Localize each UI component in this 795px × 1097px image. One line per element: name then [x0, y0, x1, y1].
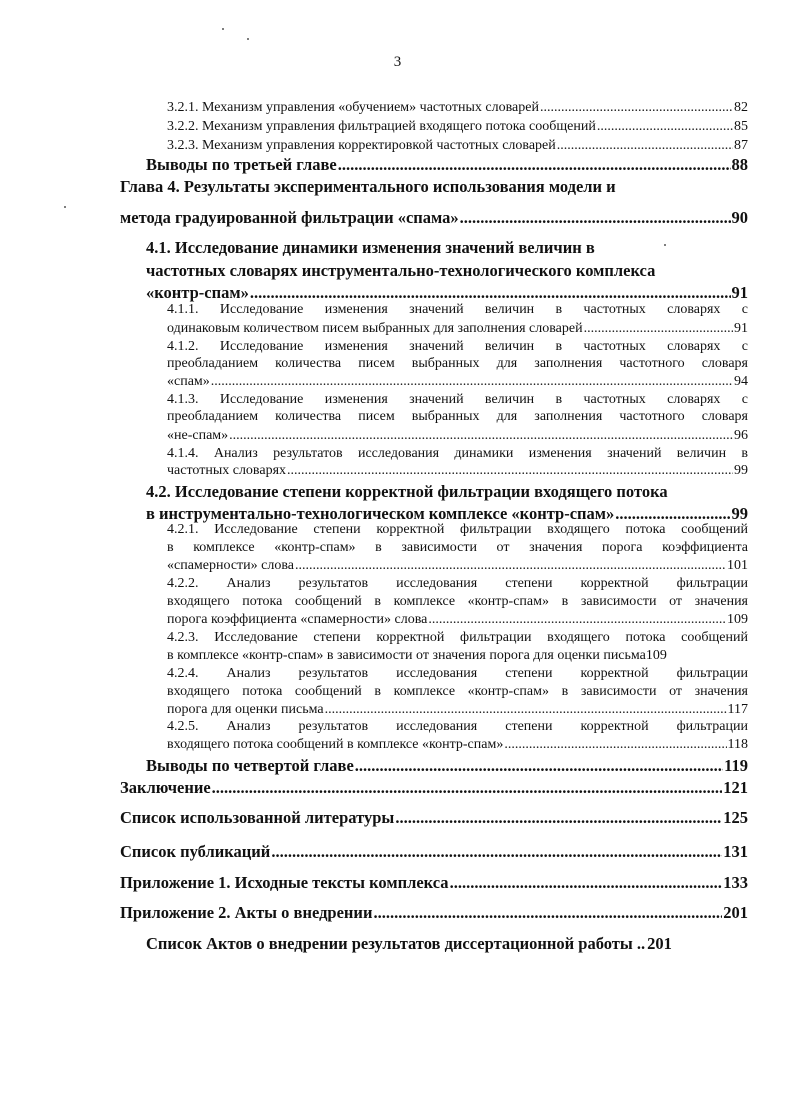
toc-conclusions-chapter-4[interactable]: Выводы по четвертой главе ..... 119 — [146, 756, 748, 776]
toc-entry-4-2-1[interactable]: «спамерности» слова ..... 101 — [167, 558, 748, 574]
toc-entry-4-1-2[interactable]: «спам» ..... 94 — [167, 374, 748, 390]
toc-section-4-1-line2: частотных словарях инструментально-технологического комплекса — [146, 261, 656, 280]
scan-speck — [222, 28, 224, 30]
toc-entry-4-2-2-line1: 4.2.2. Анализ результатов исследования степени корректной фильтрации — [167, 576, 748, 591]
toc-entry-3-2-1[interactable]: 3.2.1. Механизм управления «обучением» частотных словарей ..... 82 — [167, 100, 748, 116]
toc-entry-4-2-2-line2: входящего потока сообщений в комплексе «контр-спам» в зависимости от значения — [167, 594, 748, 609]
toc-entry-4-2-5-line1: 4.2.5. Анализ результатов исследования степени корректной фильтрации — [167, 719, 748, 734]
toc-chapter-4[interactable]: метода градуированной фильтрации «спама» ..... 90 — [120, 208, 748, 228]
toc-entry-4-2-4-line1: 4.2.4. Анализ результатов исследования степени корректной фильтрации — [167, 666, 748, 681]
toc-entry-4-2-4[interactable]: порога для оценки письма ..... 117 — [167, 702, 748, 718]
toc-entry-4-1-3-line1: 4.1.3. Исследование изменения значений величин в частотных словарях с — [167, 392, 748, 407]
toc-conclusions-chapter-3[interactable]: Выводы по третьей главе ..... 88 — [146, 155, 748, 175]
toc-entry-4-2-3-line1: 4.2.3. Исследование степени корректной фильтрации входящего потока сообщений — [167, 630, 748, 645]
toc-section-4-1-line1: 4.1. Исследование динамики изменения значений величин в — [146, 238, 595, 257]
scan-speck — [64, 206, 66, 208]
toc-appendix-1[interactable]: Приложение 1. Исходные тексты комплекса ..... 133 — [120, 873, 748, 893]
toc-entry-4-2-1-line2: в комплексе «контр-спам» в зависимости от значения порога коэффициента — [167, 540, 748, 555]
page-number: 3 — [393, 54, 402, 70]
toc-entry-4-2-1-line1: 4.2.1. Исследование степени корректной фильтрации входящего потока сообщений — [167, 522, 748, 537]
scan-speck — [247, 38, 249, 40]
toc-conclusion[interactable]: Заключение ..... 121 — [120, 778, 748, 798]
toc-entry-4-2-5[interactable]: входящего потока сообщений в комплексе «контр-спам» ..... 118 — [167, 737, 748, 753]
toc-references[interactable]: Список использованной литературы ..... 125 — [120, 808, 748, 828]
toc-section-4-2-line1: 4.2. Исследование степени корректной фильтрации входящего потока — [146, 482, 668, 501]
toc-entry-4-1-1[interactable]: одинаковым количеством писем выбранных для заполнения словарей ..... 91 — [167, 321, 748, 337]
toc-chapter-4-title-line1: Глава 4. Результаты экспериментального использования модели и — [120, 177, 616, 196]
toc-entry-4-2-4-line2: входящего потока сообщений в комплексе «контр-спам» в зависимости от значения — [167, 684, 748, 699]
scan-speck — [664, 244, 666, 246]
toc-publications[interactable]: Список публикаций ..... 131 — [120, 842, 748, 862]
toc-acts-list[interactable]: Список Актов о внедрении результатов диссертационной работы .. 201 — [146, 934, 672, 953]
toc-section-4-2[interactable]: в инструментально-технологическом комплексе «контр-спам» ..... 99 — [146, 504, 748, 524]
toc-section-4-1[interactable]: «контр-спам» ..... 91 — [146, 283, 748, 303]
toc-entry-4-1-1-line1: 4.1.1. Исследование изменения значений величин в частотных словарях с — [167, 302, 748, 317]
toc-entry-4-2-2[interactable]: порога коэффициента «спамерности» слова ..... 109 — [167, 612, 748, 628]
toc-entry-4-2-3[interactable]: в комплексе «контр-спам» в зависимости от значения порога для оценки письма 109 — [167, 648, 667, 663]
toc-entry-4-1-2-line1: 4.1.2. Исследование изменения значений величин в частотных словарях с — [167, 339, 748, 354]
toc-entry-4-1-2-line2: преобладанием количества писем выбранных для заполнения частотного словаря — [167, 356, 748, 371]
toc-entry-4-1-4-line1: 4.1.4. Анализ результатов исследования динамики изменения значений величин в — [167, 446, 748, 461]
toc-entry-4-1-4[interactable]: частотных словарях ..... 99 — [167, 463, 748, 479]
toc-entry-3-2-3[interactable]: 3.2.3. Механизм управления корректировкой частотных словарей ..... 87 — [167, 138, 748, 154]
toc-entry-4-1-3[interactable]: «не-спам» ..... 96 — [167, 428, 748, 444]
toc-entry-3-2-2[interactable]: 3.2.2. Механизм управления фильтрацией входящего потока сообщений ..... 85 — [167, 119, 748, 135]
toc-entry-4-1-3-line2: преобладанием количества писем выбранных для заполнения частотного словаря — [167, 409, 748, 424]
toc-appendix-2[interactable]: Приложение 2. Акты о внедрении ..... 201 — [120, 903, 748, 923]
